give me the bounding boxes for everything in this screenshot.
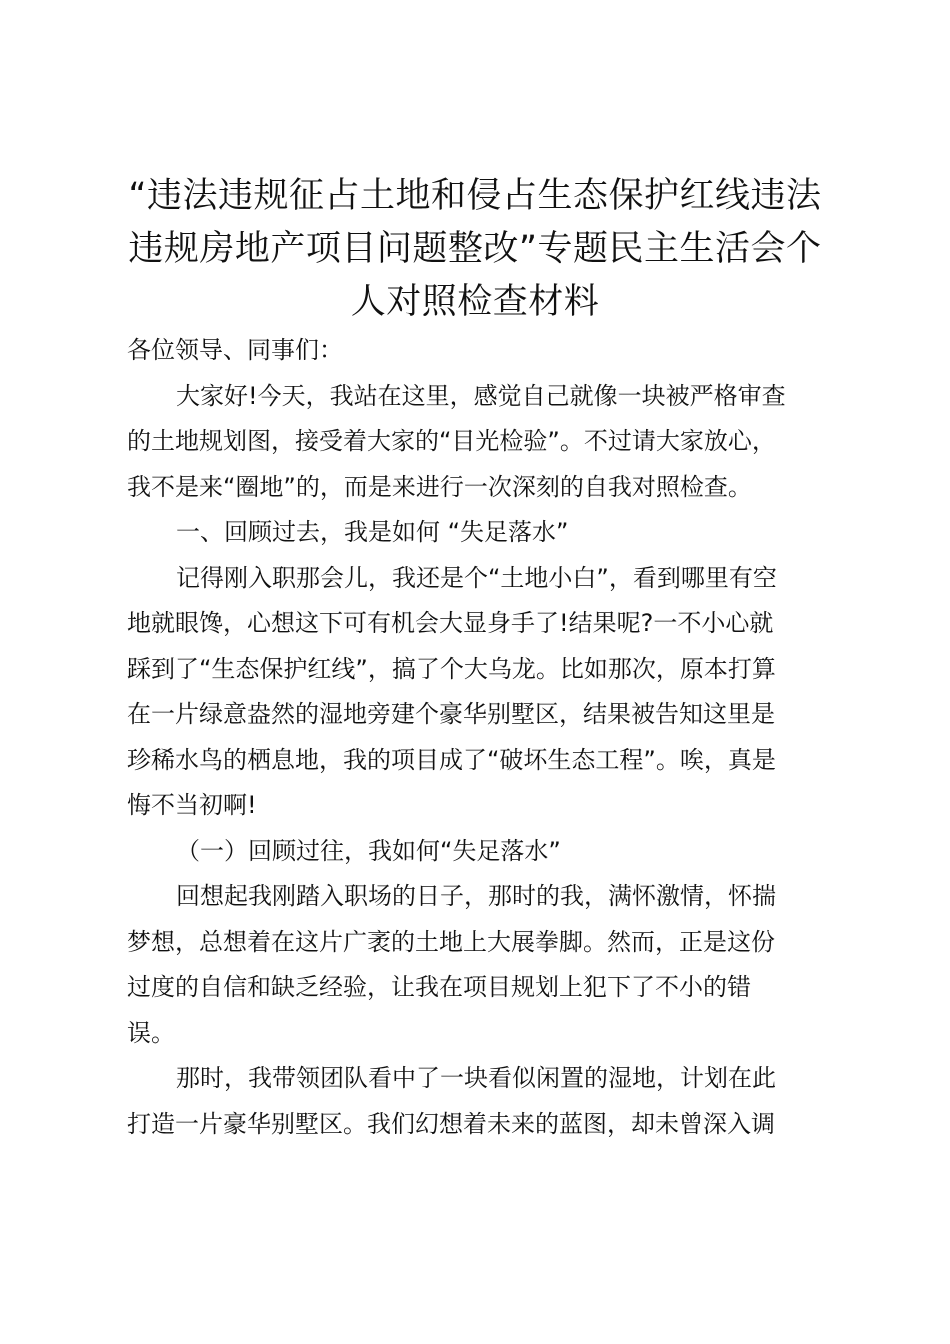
title-line: “违法违规征占土地和侵占生态保护红线违法 <box>128 176 822 216</box>
paragraph-line: 回想起我刚踏入职场的日子，那时的我，满怀激情，怀揣 <box>176 882 776 910</box>
section-heading: 一、回顾过去，我是如何 “失足落水” <box>176 518 569 546</box>
paragraph-line: 的土地规划图，接受着大家的“目光检验”。不过请大家放心， <box>127 427 776 455</box>
paragraph-line: 大家好!今天，我站在这里，感觉自己就像一块被严格审查 <box>176 381 786 410</box>
salutation: 各位领导、同事们： <box>127 336 343 364</box>
paragraph-line: 踩到了“生态保护红线”，搞了个大乌龙。比如那次，原本打算 <box>127 654 776 683</box>
title-line: 违规房地产项目问题整改”专题民主生活会个 <box>128 229 822 269</box>
subsection-heading: （一）回顾过往，我如何“失足落水” <box>176 836 561 865</box>
paragraph-line: 记得刚入职那会儿，我还是个“土地小白”，看到哪里有空 <box>176 563 777 592</box>
paragraph-line: 打造一片豪华别墅区。我们幻想着未来的蓝图，却未曾深入调 <box>127 1109 775 1138</box>
paragraph-line: 过度的自信和缺乏经验，让我在项目规划上犯下了不小的错 <box>127 973 751 1001</box>
paragraph-line: 那时，我带领团队看中了一块看似闲置的湿地，计划在此 <box>176 1064 776 1092</box>
paragraph-line: 我不是来“圈地”的，而是来进行一次深刻的自我对照检查。 <box>127 472 752 501</box>
paragraph-line: 梦想，总想着在这片广袤的土地上大展拳脚。然而，正是这份 <box>127 927 775 956</box>
paragraph-line: 悔不当初啊! <box>127 791 257 819</box>
paragraph-line: 珍稀水鸟的栖息地，我的项目成了“破坏生态工程”。唉，真是 <box>127 745 776 774</box>
document-body <box>127 328 832 1147</box>
title-line: 人对照检查材料 <box>350 282 600 322</box>
paragraph-line: 在一片绿意盎然的湿地旁建个豪华别墅区，结果被告知这里是 <box>127 700 775 728</box>
paragraph-line: 地就眼馋，心想这下可有机会大显身手了!结果呢?一不小心就 <box>127 609 774 637</box>
document-title <box>120 170 830 329</box>
paragraph-line: 误。 <box>127 1018 175 1047</box>
